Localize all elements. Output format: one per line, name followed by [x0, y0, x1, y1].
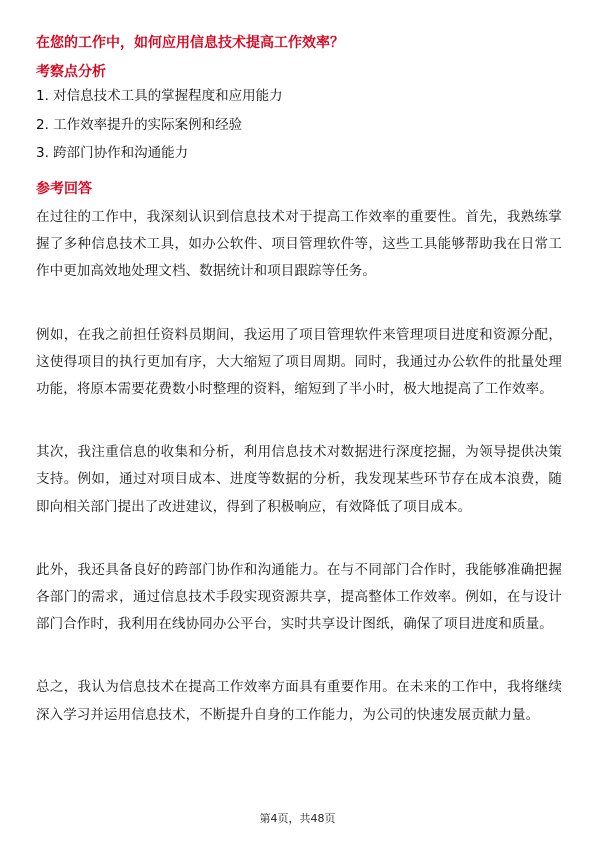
answer-paragraph: 总之，我认为信息技术在提高工作效率方面具有重要作用。在未来的工作中，我将继续深入学习并运用信息技术，不断提升自身的工作能力，为公司的快速发展贡献力量。: [36, 679, 562, 723]
answer-paragraph: 例如，在我之前担任资料员期间，我运用了项目管理软件来管理项目进度和资源分配，这使得项目的执行更加有序，大大缩短了项目周期。同时，我通过办公软件的批量处理功能，将原本需要花费数小时整理的资料，缩短到了半小时，极大地提高了工作效率。: [36, 326, 562, 398]
analysis-item: 1. 对信息技术工具的掌握程度和应用能力: [36, 88, 283, 104]
answer-body: [36, 204, 562, 765]
answer-heading: 参考回答: [36, 181, 92, 197]
analysis-heading: 考察点分析: [36, 64, 106, 80]
page-number: 第4页，共48页: [259, 812, 336, 825]
question-heading: 在您的工作中，如何应用信息技术提高工作效率？: [36, 35, 344, 51]
analysis-list: [36, 86, 566, 172]
analysis-item: 3. 跨部门协作和沟通能力: [36, 145, 189, 161]
analysis-item: 2. 工作效率提升的实际案例和经验: [36, 116, 243, 133]
answer-paragraph: 其次，我注重信息的收集和分析，利用信息技术对数据进行深度挖掘，为领导提供决策支持。例如，通过对项目成本、进度等数据的分析，我发现某些环节存在成本浪费，随即向相关部门提出了改进建议，得到了积极响应，有效降低了项目成本。: [36, 444, 562, 515]
answer-paragraph: 此外，我还具备良好的跨部门协作和沟通能力。在与不同部门合作时，我能够准确把握各部门的需求，通过信息技术手段实现资源共享，提高整体工作效率。例如，在与设计部门合作时，我利用在线协同办公平台，实时共享设计图纸，确保了项目进度和质量。: [36, 561, 562, 633]
answer-paragraph: 在过往的工作中，我深刻认识到信息技术对于提高工作效率的重要性。首先，我熟练掌握了多种信息技术工具，如办公软件、项目管理软件等，这些工具能够帮助我在日常工作中更加高效地处理文档、数据统计和项目跟踪等任务。: [36, 209, 562, 280]
